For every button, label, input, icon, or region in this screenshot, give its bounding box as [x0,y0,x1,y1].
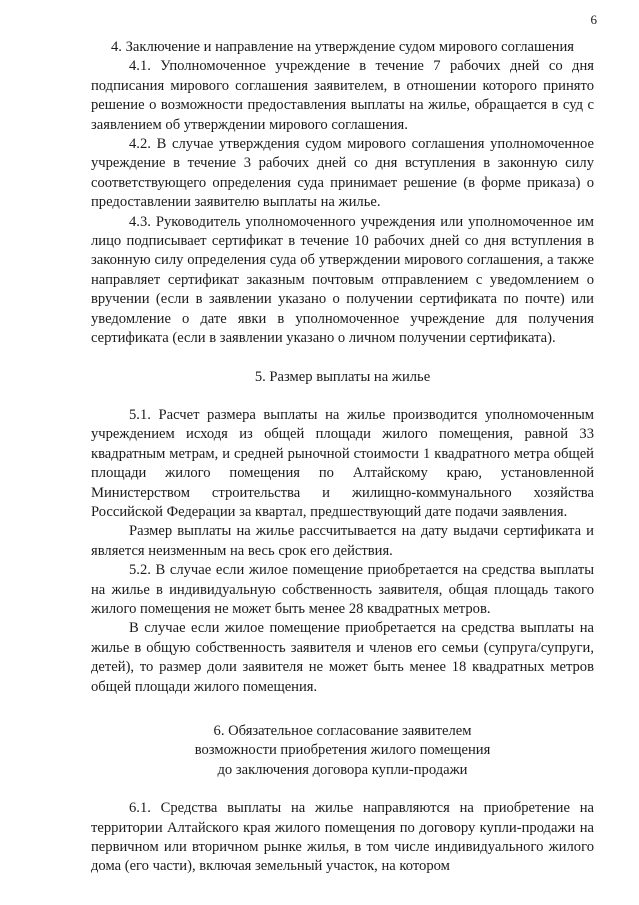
paragraph-5-1: 5.1. Расчет размера выплаты на жилье производится уполномоченным учреждением исходя из общей площади жилого помещения, равной 33 квадратным метрам, и средней рыночной стоимости 1 квадратного метра общей площади жилого помещения по Алтайскому краю, установленной Министерством строительства и жилищно-коммунального хозяйства Российской Федерации за квартал, предшествующий дате подачи заявления. [91,406,594,520]
section-6-heading-line-2: возможности приобретения жилого помещения [194,742,491,759]
section-4-heading: 4. Заключение и направление на утверждение судом мирового соглашения [110,39,575,55]
paragraph-5-1-b: Размер выплаты на жилье рассчитывается на дату выдачи сертификата и является неизменным на весь срок его действия. [91,523,594,559]
paragraph-6-1: 6.1. Средства выплаты на жилье направляются на приобретение на территории Алтайского края жилого помещения по договору купли-продажи на первичном или вторичном рынке жилья, в том числе индивидуального жилого дома (его части), включая земельный участок, на котором [91,800,594,875]
paragraph-4-2: 4.2. В случае утверждения судом мирового соглашения уполномоченное учреждение в течение 3 рабочих дней со дня вступления в законную силу соответствующего определения суда принимает решение (в форме приказа) о предоставлении заявителю выплаты на жилье. [91,136,594,211]
section-6-heading-line-3: до заключения договора купли-продажи [217,761,468,778]
section-6-heading-line-1: 6. Обязательное согласование заявителем [213,723,472,739]
paragraph-4-3: 4.3. Руководитель уполномоченного учреждения или уполномоченное им лицо подписывает сертификат в течение 10 рабочих дней со дня вступления в законную силу определения суда об утверждении мирового соглашения, а также направляет сертификат заказным почтовым отправлением с уведомлением о вручении (если в заявлении указано о получении сертификата по почте) или уведомление о дате явки в уполномоченное учреждение для получения сертификата (если в заявлении указано о личном получении сертификата). [91,213,594,347]
paragraph-5-2-b: В случае если жилое помещение приобретается на средства выплаты на жилье в общую собственность заявителя и членов его семьи (супруга/супруги, детей), то размер доли заявителя не может быть менее 18 квадратных метров общей площади жилого помещения. [91,620,594,695]
section-6-heading [91,722,594,780]
page-number: 6 [590,12,597,27]
paragraph-5-2: 5.2. В случае если жилое помещение приобретается на средства выплаты на жилье в индивидуальную собственность заявителя, общая площадь такого жилого помещения не может быть менее 28 квадратных метров. [91,562,594,617]
paragraph-4-1: 4.1. Уполномоченное учреждение в течение 7 рабочих дней со дня подписания мирового соглашения заявителем, в отношении которого принято решение о возможности предоставления выплаты на жилье, обращается в суд с заявлением об утверждении мирового соглашения. [91,58,594,133]
document-body [91,38,594,877]
section-5-heading: 5. Размер выплаты на жилье [254,368,431,385]
